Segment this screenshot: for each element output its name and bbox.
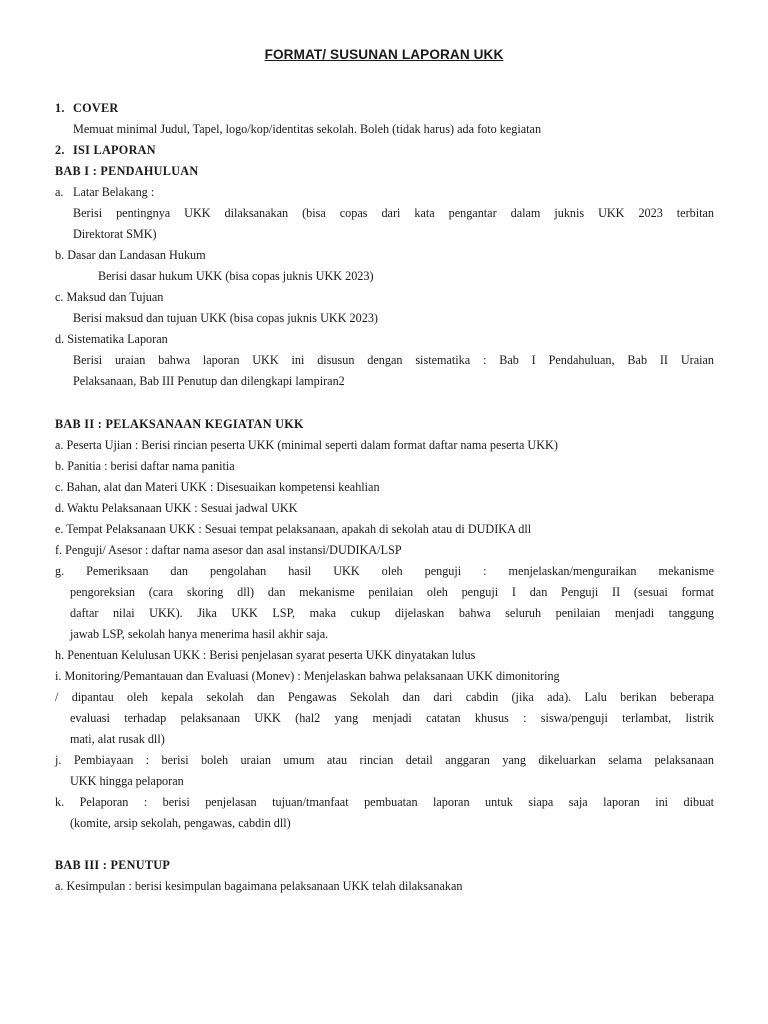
- bab2-item-g-line-3: daftar nilai UKK). Jika UKK LSP, maka cukup dijelaskan bahwa seluruh penilaian menjadi tanggung: [70, 606, 714, 620]
- bab2-item-k-line-2: (komite, arsip sekolah, pengawas, cabdin dll): [70, 816, 291, 830]
- bab1-item-d-text-1: Berisi uraian bahwa laporan UKK ini disusun dengan sistematika : Bab I Pendahuluan, Bab II Uraian: [73, 353, 714, 367]
- isi-heading-text: ISI LAPORAN: [73, 143, 156, 157]
- bab2-item-j-line-1: j. Pembiayaan : berisi boleh uraian umum atau rincian detail anggaran yang dikeluarkan selama pelaksanaan: [55, 753, 714, 767]
- bab1-heading: BAB I : PENDAHULUAN: [55, 164, 199, 178]
- bab1-item-a-text-2: Direktorat SMK): [73, 227, 157, 241]
- bab2-item-k-line-1: k. Pelaporan : berisi penjelasan tujuan/tmanfaat pembuatan laporan untuk siapa saja laporan ini dibuat: [55, 795, 714, 809]
- bab2-item-i-line-3: evaluasi terhadap pelaksanaan UKK (hal2 yang menjadi catatan khusus : siswa/penguji terlambat, listrik: [70, 711, 714, 725]
- bab3-heading: BAB III : PENUTUP: [55, 858, 171, 872]
- bab1-item-d-title: d. Sistematika Laporan: [55, 332, 168, 346]
- bab2-item-i-line-4: mati, alat rusak dll): [70, 732, 165, 746]
- bab2-item-i-line-2: / dipantau oleh kepala sekolah dan Pengawas Sekolah dan dari cabdin (jika ada). Lalu berikan beberapa: [55, 690, 714, 704]
- cover-text: Memuat minimal Judul, Tapel, logo/kop/identitas sekolah. Boleh (tidak harus) ada foto kegiatan: [73, 122, 542, 136]
- cover-heading: [55, 98, 119, 119]
- bab1-item-c-title: c. Maksud dan Tujuan: [55, 290, 164, 304]
- bab1-item-a-label: a.: [55, 185, 64, 199]
- bab1-item-a-title: [55, 182, 154, 203]
- bab1-item-b-text: Berisi dasar hukum UKK (bisa copas juknis UKK 2023): [98, 269, 374, 283]
- cover-number: 1.: [55, 101, 65, 115]
- bab2-heading: BAB II : PELAKSANAAN KEGIATAN UKK: [55, 417, 304, 431]
- bab2-item-g-line-4: jawab LSP, sekolah hanya menerima hasil akhir saja.: [70, 627, 329, 641]
- bab1-item-d-text-2: Pelaksanaan, Bab III Penutup dan dilengkapi lampiran2: [73, 374, 345, 388]
- bab2-item-d: d. Waktu Pelaksanaan UKK : Sesuai jadwal UKK: [55, 501, 298, 515]
- bab2-item-i-line-1: i. Monitoring/Pemantauan dan Evaluasi (Monev) : Menjelaskan bahwa pelaksanaan UKK dimonitoring: [55, 669, 560, 683]
- isi-heading: [55, 140, 156, 161]
- document-title: FORMAT/ SUSUNAN LAPORAN UKK: [264, 47, 504, 62]
- bab3-item-a: a. Kesimpulan : berisi kesimpulan bagaimana pelaksanaan UKK telah dilaksanakan: [55, 879, 463, 893]
- bab2-item-c: c. Bahan, alat dan Materi UKK : Disesuaikan kompetensi keahlian: [55, 480, 380, 494]
- bab2-item-b: b. Panitia : berisi daftar nama panitia: [55, 459, 235, 473]
- bab2-item-j-line-2: UKK hingga pelaporan: [70, 774, 184, 788]
- bab1-item-a-title-text: Latar Belakang :: [73, 185, 155, 199]
- bab2-item-g-line-1: g. Pemeriksaan dan pengolahan hasil UKK oleh penguji : menjelaskan/menguraikan mekanisme: [55, 564, 714, 578]
- bab2-item-e: e. Tempat Pelaksanaan UKK : Sesuai tempat pelaksanaan, apakah di sekolah atau di DUDIKA dll: [55, 522, 532, 536]
- bab1-item-a-text-1: Berisi pentingnya UKK dilaksanakan (bisa copas dari kata pengantar dalam juknis UKK 2023 terbitan: [73, 206, 714, 220]
- bab1-item-b-title: b. Dasar dan Landasan Hukum: [55, 248, 206, 262]
- isi-number: 2.: [55, 143, 65, 157]
- bab1-item-c-text: Berisi maksud dan tujuan UKK (bisa copas juknis UKK 2023): [73, 311, 378, 325]
- bab2-item-g-line-2: pengoreksian (cara skoring dll) dan mekanisme penilaian oleh penguji I dan Penguji II (sesuai format: [70, 585, 714, 599]
- cover-heading-text: COVER: [73, 101, 119, 115]
- bab2-item-f: f. Penguji/ Asesor : daftar nama asesor dan asal instansi/DUDIKA/LSP: [55, 543, 402, 557]
- bab2-item-h: h. Penentuan Kelulusan UKK : Berisi penjelasan syarat peserta UKK dinyatakan lulus: [55, 648, 476, 662]
- bab2-item-a: a. Peserta Ujian : Berisi rincian peserta UKK (minimal seperti dalam format daftar nama peserta UKK): [55, 438, 558, 452]
